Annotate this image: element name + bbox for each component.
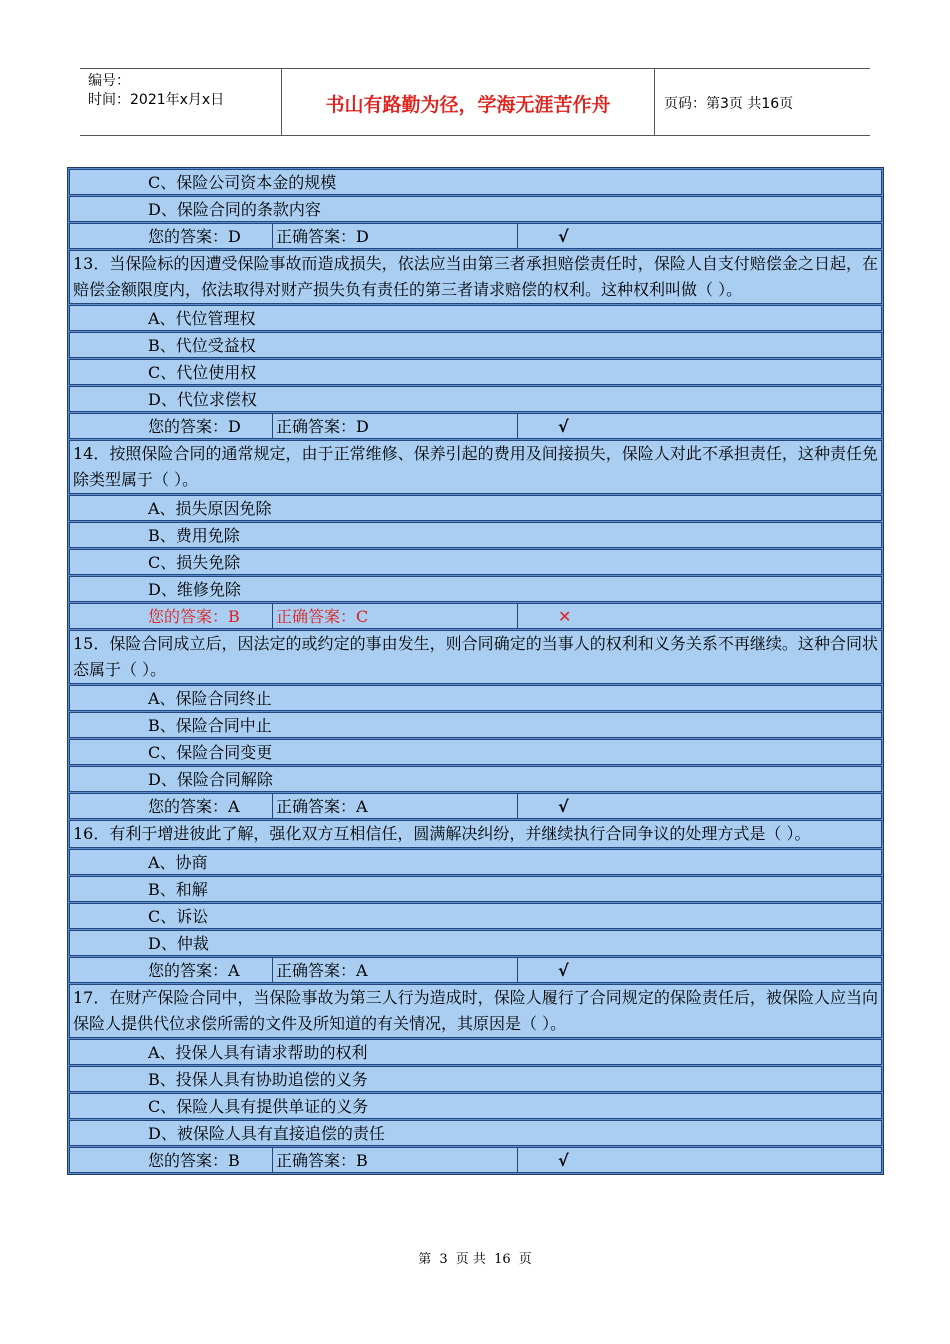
cross-icon: ✕ <box>558 607 572 626</box>
option-row: D、仲裁 <box>69 930 882 956</box>
option-row: B、投保人具有协助追偿的义务 <box>69 1066 882 1092</box>
answer-row <box>69 223 882 249</box>
option-row: C、保险人具有提供单证的义务 <box>69 1093 882 1119</box>
question-text: 16．有利于增进彼此了解，强化双方互相信任，圆满解决纠纷，并继续执行合同争议的处理方式是（ ）。 <box>69 820 882 848</box>
time-label: 时间：2021年x月x日 <box>88 92 225 108</box>
your-answer: 您的答案：D <box>70 224 273 248</box>
option-row: C、诉讼 <box>69 903 882 929</box>
your-answer: 您的答案：A <box>70 794 273 818</box>
option-row: C、代位使用权 <box>69 359 882 385</box>
your-answer: 您的答案：B <box>70 1148 273 1172</box>
option-row: D、被保险人具有直接追偿的责任 <box>69 1120 882 1146</box>
correct-answer: 正确答案：D <box>273 224 518 248</box>
correct-answer: 正确答案：D <box>273 414 518 438</box>
option-row: A、代位管理权 <box>69 305 882 331</box>
check-icon: √ <box>558 961 569 980</box>
option-row: B、和解 <box>69 876 882 902</box>
footer-mid: 页 共 <box>455 1252 486 1267</box>
option-row: D、代位求偿权 <box>69 386 882 412</box>
option-row: D、保险合同的条款内容 <box>69 196 882 222</box>
option-row: D、保险合同解除 <box>69 766 882 792</box>
footer-total-pages: 16 <box>494 1252 511 1267</box>
correct-answer: 正确答案：A <box>273 794 518 818</box>
option-row: A、投保人具有请求帮助的权利 <box>69 1039 882 1065</box>
check-icon: √ <box>558 417 569 436</box>
question-text: 14．按照保险合同的通常规定，由于正常维修、保养引起的费用及间接损失，保险人对此不承担责任，这种责任免除类型属于（ ）。 <box>69 440 882 494</box>
header-top-line <box>80 68 870 69</box>
your-answer: 您的答案：D <box>70 414 273 438</box>
option-row: D、维修免除 <box>69 576 882 602</box>
option-row: B、费用免除 <box>69 522 882 548</box>
answer-row <box>69 413 882 439</box>
question-text: 15．保险合同成立后，因法定的或约定的事由发生，则合同确定的当事人的权利和义务关系不再继续。这种合同状态属于（ ）。 <box>69 630 882 684</box>
your-answer: 您的答案：A <box>70 958 273 982</box>
answer-row <box>69 793 882 819</box>
option-row: A、损失原因免除 <box>69 495 882 521</box>
answer-row <box>69 603 882 629</box>
header-meta <box>88 72 224 110</box>
header-divider <box>654 69 655 135</box>
option-row: C、保险公司资本金的规模 <box>69 169 882 195</box>
option-row: A、协商 <box>69 849 882 875</box>
option-row: B、保险合同中止 <box>69 712 882 738</box>
footer-prefix: 第 <box>418 1252 432 1267</box>
option-row: B、代位受益权 <box>69 332 882 358</box>
option-row: A、保险合同终止 <box>69 685 882 711</box>
header-motto: 书山有路勤为径，学海无涯苦作舟 <box>325 94 611 116</box>
question-text: 13．当保险标的因遭受保险事故而造成损失，依法应当由第三者承担赔偿责任时，保险人自支付赔偿金之日起，在赔偿金额限度内，依法取得对财产损失负有责任的第三者请求赔偿的权利。这种权利叫做（ ）。 <box>69 250 882 304</box>
header-bottom-line <box>80 135 870 136</box>
option-row: C、保险合同变更 <box>69 739 882 765</box>
answer-row <box>69 1147 882 1173</box>
check-icon: √ <box>558 1151 569 1170</box>
answer-row <box>69 957 882 983</box>
quiz-table <box>67 167 884 1175</box>
correct-answer: 正确答案：C <box>273 604 518 628</box>
footer-page-number: 3 <box>439 1252 448 1267</box>
code-label: 编号： <box>88 73 130 89</box>
option-row: C、损失免除 <box>69 549 882 575</box>
question-text: 17．在财产保险合同中，当保险事故为第三人行为造成时，保险人履行了合同规定的保险责任后，被保险人应当向保险人提供代位求偿所需的文件及所知道的有关情况，其原因是（ ）。 <box>69 984 882 1038</box>
check-icon: √ <box>558 797 569 816</box>
footer-suffix: 页 <box>518 1252 532 1267</box>
check-icon: √ <box>558 227 569 246</box>
correct-answer: 正确答案：A <box>273 958 518 982</box>
page-info: 页码：第3页 共16页 <box>664 96 794 112</box>
correct-answer: 正确答案：B <box>273 1148 518 1172</box>
your-answer: 您的答案：B <box>70 604 273 628</box>
page-footer <box>0 1248 950 1267</box>
